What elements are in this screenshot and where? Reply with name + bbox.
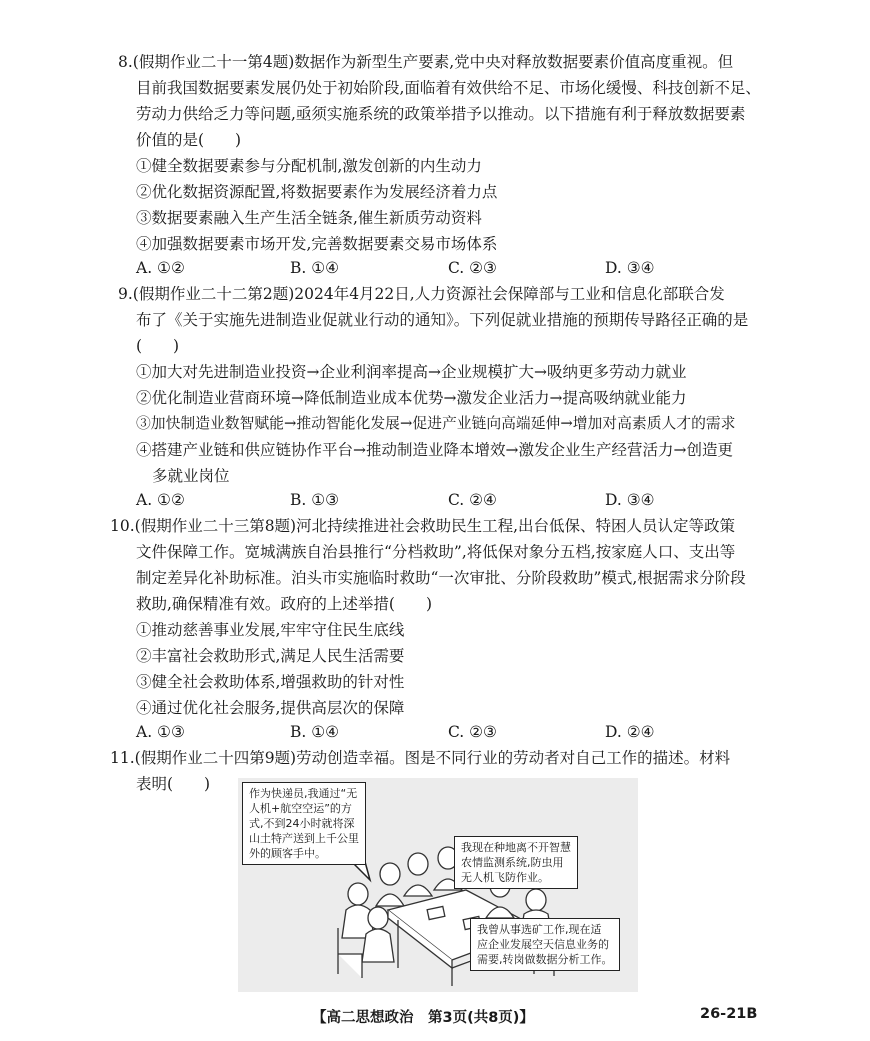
bubble-line: 农情监测系统,防虫用: [461, 856, 564, 869]
q10-stem-line: 文件保障工作。宽城满族自治县推行“分档救助”,将低保对象分五档,按家庭人口、支出等: [136, 543, 736, 561]
q10-stem-line: 10.(假期作业二十三第8题)河北持续推进社会救助民生工程,出台低保、特困人员认定等政策: [110, 517, 736, 535]
q8-stem-line: 8.(假期作业二十一第4题)数据作为新型生产要素,党中央对释放数据要素价值高度重视。但: [118, 53, 734, 71]
bubble-line: 人机+航空空运”的方: [249, 802, 352, 815]
bubble-line: 应企业发展空天信息业务的: [477, 938, 609, 951]
page-footer-code: 26-21B: [700, 1006, 758, 1022]
q10-option-d[interactable]: D. ②④: [605, 723, 655, 741]
bubble-line: 外的顾客手中。: [249, 847, 326, 860]
bubble-line: 山土特产送到上千公里: [249, 832, 359, 845]
q9-option-b[interactable]: B. ①③: [290, 491, 340, 509]
q10-stem-line: 制定差异化补助标准。泊头市实施临时救助“一次审批、分阶段救助”模式,根据需求分阶段: [136, 569, 746, 587]
q8-item: ④加强数据要素市场开发,完善数据要素交易市场体系: [136, 235, 498, 253]
q9-stem-line: ( ): [136, 337, 180, 355]
farmer-speech-bubble: [454, 836, 578, 889]
q10-option-b[interactable]: B. ①④: [290, 723, 340, 741]
q8-item: ③数据要素融入生产生活全链条,催生新质劳动资料: [136, 209, 482, 227]
bubble-line: 作为快递员,我通过“无: [249, 787, 358, 800]
q11-stem-line: 11.(假期作业二十四第9题)劳动创造幸福。图是不同行业的劳动者对自己工作的描述。材料: [110, 749, 731, 767]
q8-stem-line: 劳动力供给乏力等问题,亟须实施系统的政策举措予以推动。以下措施有利于释放数据要素: [136, 105, 746, 123]
q8-option-c[interactable]: C. ②③: [448, 259, 497, 277]
page-footer-title: 【高二思想政治 第3页(共8页)】: [312, 1010, 534, 1026]
q10-option-a[interactable]: A. ①③: [136, 723, 185, 741]
data-analyst-speech-bubble: [470, 918, 620, 971]
q9-option-d[interactable]: D. ③④: [605, 491, 655, 509]
q8-option-b[interactable]: B. ①④: [290, 259, 340, 277]
bubble-line: 需要,转岗做数据分析工作。: [477, 953, 613, 966]
q11-stem-line: 表明( ): [136, 775, 211, 793]
courier-speech-bubble: [242, 782, 366, 865]
q8-stem-line: 价值的是( ): [136, 131, 242, 149]
q10-item: ②丰富社会救助形式,满足人民生活需要: [136, 647, 405, 665]
q9-stem-line: 9.(假期作业二十二第2题)2024年4月22日,人力资源社会保障部与工业和信息化部联合发: [118, 285, 725, 303]
q9-option-a[interactable]: A. ①②: [136, 491, 185, 509]
bubble-line: 我曾从事选矿工作,现在适: [477, 923, 602, 936]
q9-item: ②优化制造业营商环境→降低制造业成本优势→激发企业活力→提高吸纳就业能力: [136, 389, 687, 407]
q10-item: ①推动慈善事业发展,牢牢守住民生底线: [136, 621, 405, 639]
q10-item: ④通过优化社会服务,提供高层次的保障: [136, 699, 405, 717]
q9-item: ④搭建产业链和供应链协作平台→推动制造业降本增效→激发企业生产经营活力→创造更: [136, 441, 733, 459]
q8-item: ②优化数据资源配置,将数据要素作为发展经济着力点: [136, 183, 498, 201]
bubble-line: 我现在种地离不开智慧: [461, 841, 571, 854]
bubble-line: 无人机飞防作业。: [461, 871, 549, 884]
q9-item: ③加快制造业数智赋能→推动智能化发展→促进产业链向高端延伸→增加对高素质人才的需求: [136, 415, 736, 432]
q8-option-d[interactable]: D. ③④: [605, 259, 655, 277]
q8-option-a[interactable]: A. ①②: [136, 259, 185, 277]
q8-stem-line: 目前我国数据要素发展仍处于初始阶段,面临着有效供给不足、市场化缓慢、科技创新不足、: [136, 79, 761, 97]
q10-option-c[interactable]: C. ②③: [448, 723, 497, 741]
q9-item: ①加大对先进制造业投资→企业利润率提高→企业规模扩大→吸纳更多劳动力就业: [136, 363, 687, 381]
q9-option-c[interactable]: C. ②④: [448, 491, 497, 509]
q9-stem-line: 布了《关于实施先进制造业促就业行动的通知》。下列促就业措施的预期传导路径正确的是: [136, 311, 749, 329]
q9-item-continued: 多就业岗位: [152, 467, 230, 485]
workers-illustration: [238, 778, 638, 992]
q8-item: ①健全数据要素参与分配机制,激发创新的内生动力: [136, 157, 482, 175]
bubble-line: 式,不到24小时就将深: [249, 817, 355, 830]
q10-item: ③健全社会救助体系,增强救助的针对性: [136, 673, 405, 691]
q10-stem-line: 救助,确保精准有效。政府的上述举措( ): [136, 595, 433, 613]
